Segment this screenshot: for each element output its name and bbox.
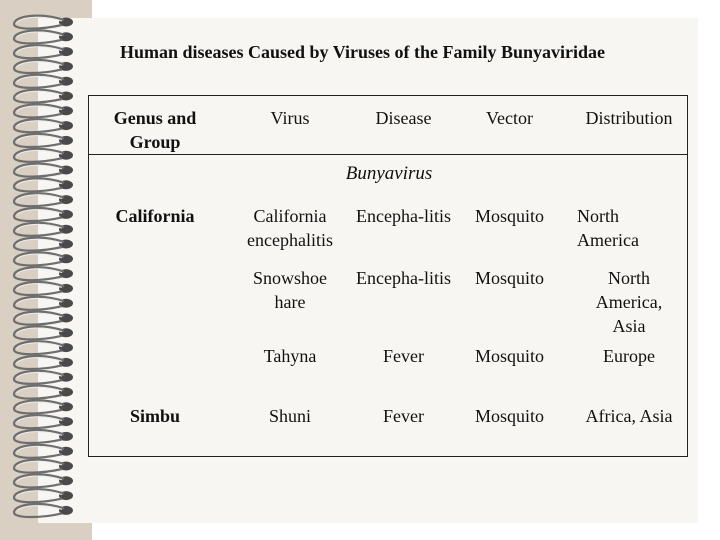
row-disease: Fever [383,346,424,366]
header-virus: Virus [270,108,310,128]
row-disease: Fever [383,406,424,426]
header-genus-group: Genus and Group [113,108,197,152]
header-vector: Vector [486,108,533,128]
row-distribution: Europe [603,346,655,366]
section-label-bunyavirus: Bunyavirus [345,163,433,184]
row-virus: California encephalitis [247,206,333,250]
row-disease: Encepha-litis [356,268,451,288]
header-divider [89,154,687,155]
row-virus: Shuni [268,406,311,426]
row-group: California [115,206,195,226]
row-vector: Mosquito [474,268,544,288]
header-distribution: Distribution [585,108,673,128]
row-disease: Encepha-litis [356,206,451,226]
spiral-binding [0,0,92,540]
row-distribution: North America [577,206,639,250]
row-vector: Mosquito [474,346,544,366]
bunyaviridae-table [88,95,688,457]
row-group: Simbu [129,406,181,426]
header-disease: Disease [375,108,432,128]
row-virus: Tahyna [263,346,317,366]
slide-title: Human diseases Caused by Viruses of the Family Bunyaviridae [120,42,606,62]
row-vector: Mosquito [474,406,544,426]
row-virus: Snowshoe hare [252,268,327,312]
row-vector: Mosquito [474,206,544,226]
row-distribution: North America, Asia [595,268,663,336]
row-distribution: Africa, Asia [585,406,673,426]
